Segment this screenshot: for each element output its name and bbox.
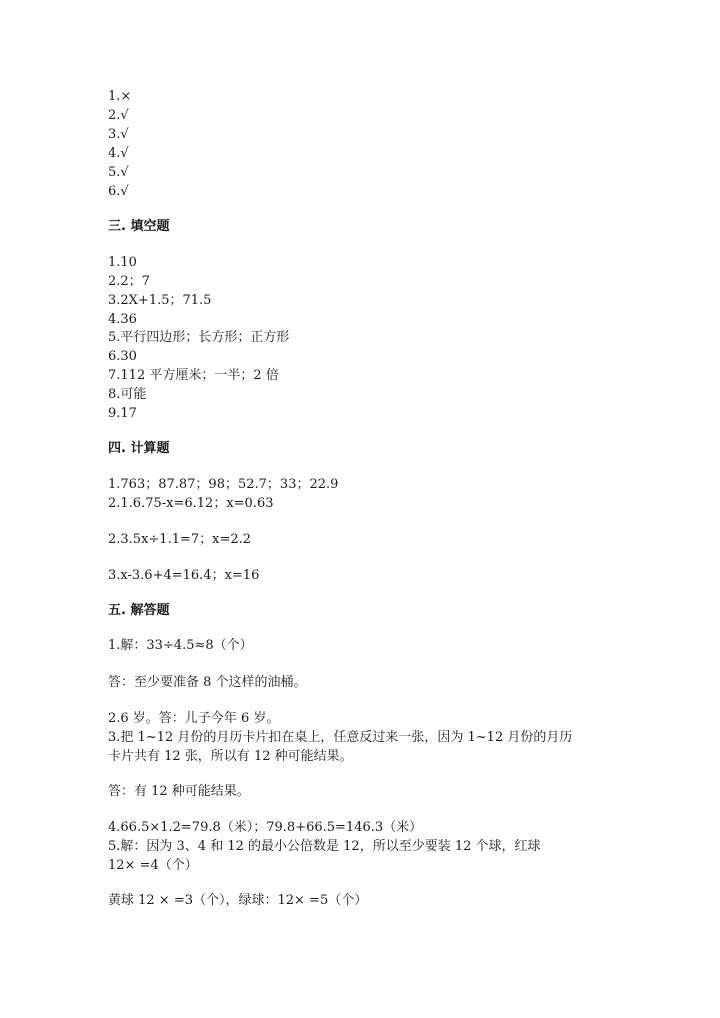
calculation-item: 1.763；87.87；98；52.7；33；22.9 <box>108 477 339 492</box>
calculation-item: 3.x-3.6+4=16.4；x=16 <box>108 568 260 583</box>
fill-in-item: 4.36 <box>108 312 137 327</box>
fill-in-item: 5.平行四边形；长方形；正方形 <box>108 330 290 345</box>
fill-in-item: 7.112 平方厘米；一半；2 倍 <box>108 368 279 383</box>
fill-in-item: 8.可能 <box>108 387 147 402</box>
solution-line: 黄球 12 × =3（个），绿球：12× =5（个） <box>108 893 368 908</box>
fill-in-item: 3.2X+1.5；71.5 <box>108 293 212 308</box>
solution-line: 卡片共有 12 张，所以有 12 种可能结果。 <box>108 749 353 764</box>
solution-line: 答：有 12 种可能结果。 <box>108 784 250 799</box>
judge-item: 5.√ <box>108 165 129 180</box>
section-heading-fill-in: 三. 填空题 <box>108 219 170 234</box>
judge-item: 6.√ <box>108 184 129 199</box>
solution-line: 1.解：33÷4.5≈8（个） <box>108 638 253 653</box>
judge-item: 4.√ <box>108 146 129 161</box>
fill-in-item: 1.10 <box>108 255 137 270</box>
calculation-item: 2.3.5x÷1.1=7；x=2.2 <box>108 532 252 547</box>
judge-item: 1.× <box>108 89 132 104</box>
judge-item: 3.√ <box>108 127 129 142</box>
calculation-item: 2.1.6.75-x=6.12；x=0.63 <box>108 496 274 511</box>
solution-line: 答：至少要准备 8 个这样的油桶。 <box>108 675 307 690</box>
fill-in-item: 9.17 <box>108 406 137 421</box>
fill-in-item: 6.30 <box>108 349 137 364</box>
fill-in-item: 2.2；7 <box>108 274 150 289</box>
solution-line: 2.6 岁。答：儿子今年 6 岁。 <box>108 711 280 726</box>
solution-line: 3.把 1~12 月份的月历卡片扣在桌上，任意反过来一张，因为 1~12 月份的月历 <box>108 730 573 745</box>
solution-line: 12× =4（个） <box>108 858 198 873</box>
solution-line: 5.解：因为 3、4 和 12 的最小公倍数是 12，所以至少要装 12 个球，红球 <box>108 839 541 854</box>
section-heading-solutions: 五. 解答题 <box>108 603 170 618</box>
section-heading-calculation: 四. 计算题 <box>108 441 170 456</box>
judge-item: 2.√ <box>108 108 129 123</box>
solution-line: 4.66.5×1.2=79.8（米）；79.8+66.5=146.3（米） <box>108 820 423 835</box>
